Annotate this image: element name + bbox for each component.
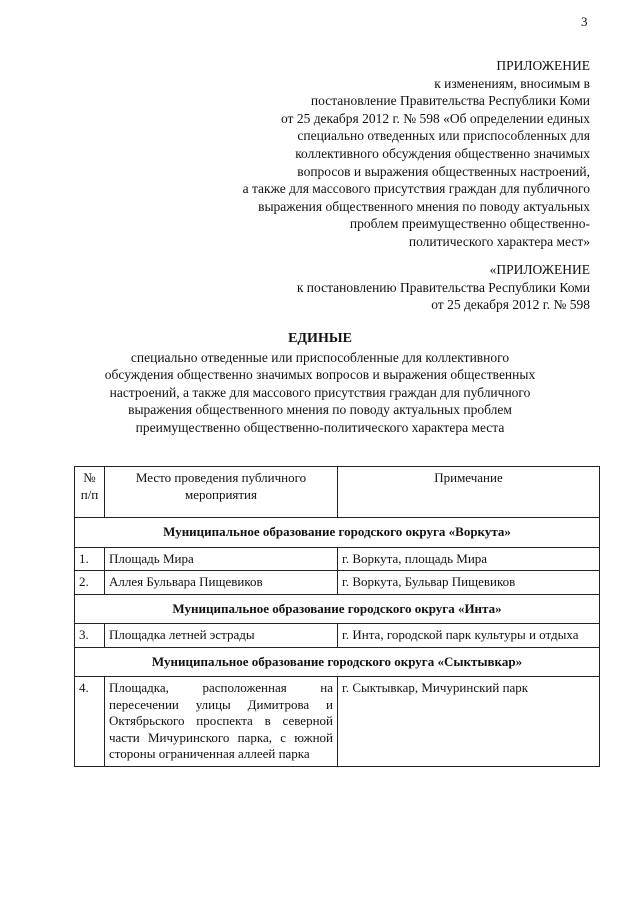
section-title: Муниципальное образование городского округа «Инта» (75, 594, 600, 624)
table-row (75, 547, 600, 571)
section-row (75, 518, 600, 548)
annex-changes-header (243, 57, 590, 251)
title-line: преимущественно общественно-политического характера места (135, 419, 505, 435)
annex-line: выражения общественного мнения по поводу актуальных (258, 198, 590, 214)
row-place: Аллея Бульвара Пищевиков (105, 571, 338, 595)
header-num: № п/п (75, 467, 105, 518)
title-main: ЕДИНЫЕ (288, 331, 352, 346)
annex-line: коллективного обсуждения общественно значимых (295, 145, 590, 161)
header-note: Примечание (338, 467, 600, 518)
table-header-row (75, 467, 600, 518)
annex-line: ПРИЛОЖЕНИЕ (496, 58, 590, 73)
title-line: настроений, а также для массового присутствия граждан для публичного (109, 384, 531, 400)
places-table (74, 466, 600, 767)
row-place: Площадка, расположенная на пересечении улицы Димитрова и Октябрьского проспекта в северной части Мичуринского парка, с южной стороны ограниченная аллеей парка (105, 677, 338, 767)
annex-line: к постановлению Правительства Республики Коми (296, 279, 590, 295)
table-row (75, 624, 600, 648)
table-row (75, 571, 600, 595)
annex-line: проблем преимущественно общественно- (349, 216, 590, 232)
row-place: Площадь Мира (105, 547, 338, 571)
annex-line: специально отведенных или приспособленных для (297, 128, 590, 144)
section-row (75, 594, 600, 624)
row-num: 4. (75, 677, 105, 767)
title-line: обсуждения общественно значимых вопросов и выражения общественных (104, 367, 536, 383)
annex-line: а также для массового присутствия граждан для публичного (242, 181, 590, 197)
annex-line: «ПРИЛОЖЕНИЕ (489, 262, 590, 277)
table-row (75, 677, 600, 767)
annex-line: политического характера мест» (408, 233, 590, 249)
annex-resolution-header (297, 261, 590, 314)
annex-line: от 25 декабря 2012 г. № 598 «Об определении единых (280, 110, 590, 126)
title-line: выражения общественного мнения по поводу актуальных проблем (128, 402, 512, 418)
document-title (60, 330, 580, 437)
annex-line: от 25 декабря 2012 г. № 598 (431, 297, 590, 313)
row-num: 2. (75, 571, 105, 595)
section-row (75, 647, 600, 677)
row-note: г. Воркута, Бульвар Пищевиков (338, 571, 600, 595)
row-note: г. Сыктывкар, Мичуринский парк (338, 677, 600, 767)
annex-line: вопросов и выражения общественных настроений, (297, 163, 590, 179)
annex-line: постановление Правительства Республики Коми (310, 93, 590, 109)
row-note: г. Инта, городской парк культуры и отдыха (338, 624, 600, 648)
section-title: Муниципальное образование городского округа «Воркута» (75, 518, 600, 548)
header-place: Место проведения публичного мероприятия (105, 467, 338, 518)
row-place: Площадка летней эстрады (105, 624, 338, 648)
row-num: 3. (75, 624, 105, 648)
row-num: 1. (75, 547, 105, 571)
row-note: г. Воркута, площадь Мира (338, 547, 600, 571)
annex-line: к изменениям, вносимым в (434, 75, 590, 91)
section-title: Муниципальное образование городского округа «Сыктывкар» (75, 647, 600, 677)
title-line: специально отведенные или приспособленные для коллективного (130, 349, 510, 365)
page-number: 3 (581, 14, 588, 29)
